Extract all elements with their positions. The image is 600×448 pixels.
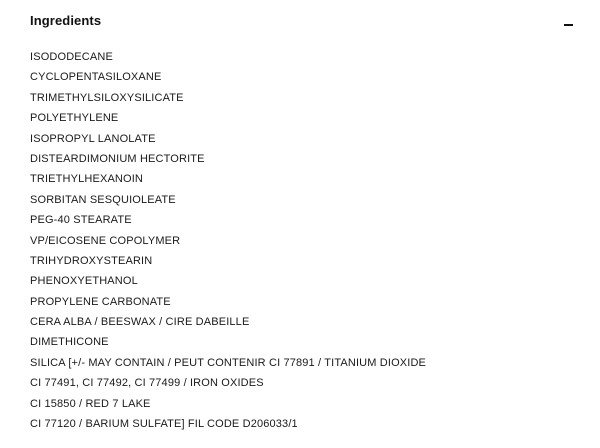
- ingredient-item: PHENOXYETHANOL: [30, 275, 138, 288]
- ingredient-item: TRIMETHYLSILOXYSILICATE: [30, 91, 184, 104]
- ingredient-item: SILICA [+/- MAY CONTAIN / PEUT CONTENIR CI 77891 / TITANIUM DIOXIDE: [30, 356, 427, 369]
- section-title: Ingredients: [30, 12, 102, 28]
- ingredient-item: VP/EICOSENE COPOLYMER: [30, 234, 181, 247]
- ingredient-item: TRIHYDROXYSTEARIN: [30, 254, 153, 267]
- ingredient-item: CI 77491, CI 77492, CI 77499 / IRON OXIDES: [30, 377, 264, 390]
- ingredient-item: ISOPROPYL LANOLATE: [30, 132, 156, 145]
- accordion-header[interactable]: [30, 10, 574, 30]
- ingredient-item: PEG-40 STEARATE: [30, 214, 132, 227]
- ingredient-item: CI 15850 / RED 7 LAKE: [30, 397, 151, 410]
- ingredient-item: CERA ALBA / BEESWAX / CIRE DABEILLE: [30, 316, 250, 329]
- ingredients-list: [30, 47, 426, 434]
- ingredient-item: DIMETHICONE: [30, 336, 109, 349]
- ingredient-item: DISTEARDIMONIUM HECTORITE: [30, 152, 205, 165]
- ingredient-item: TRIETHYLHEXANOIN: [30, 173, 144, 186]
- ingredient-item: PROPYLENE CARBONATE: [30, 295, 171, 308]
- ingredient-item: ISODODECANE: [30, 51, 113, 63]
- minus-icon[interactable]: [562, 14, 574, 26]
- ingredient-item: CI 77120 / BARIUM SULFATE] FIL CODE D206033/1: [30, 418, 298, 431]
- ingredient-item: CYCLOPENTASILOXANE: [30, 71, 162, 84]
- ingredient-item: POLYETHYLENE: [30, 112, 119, 125]
- ingredient-item: SORBITAN SESQUIOLEATE: [30, 193, 176, 206]
